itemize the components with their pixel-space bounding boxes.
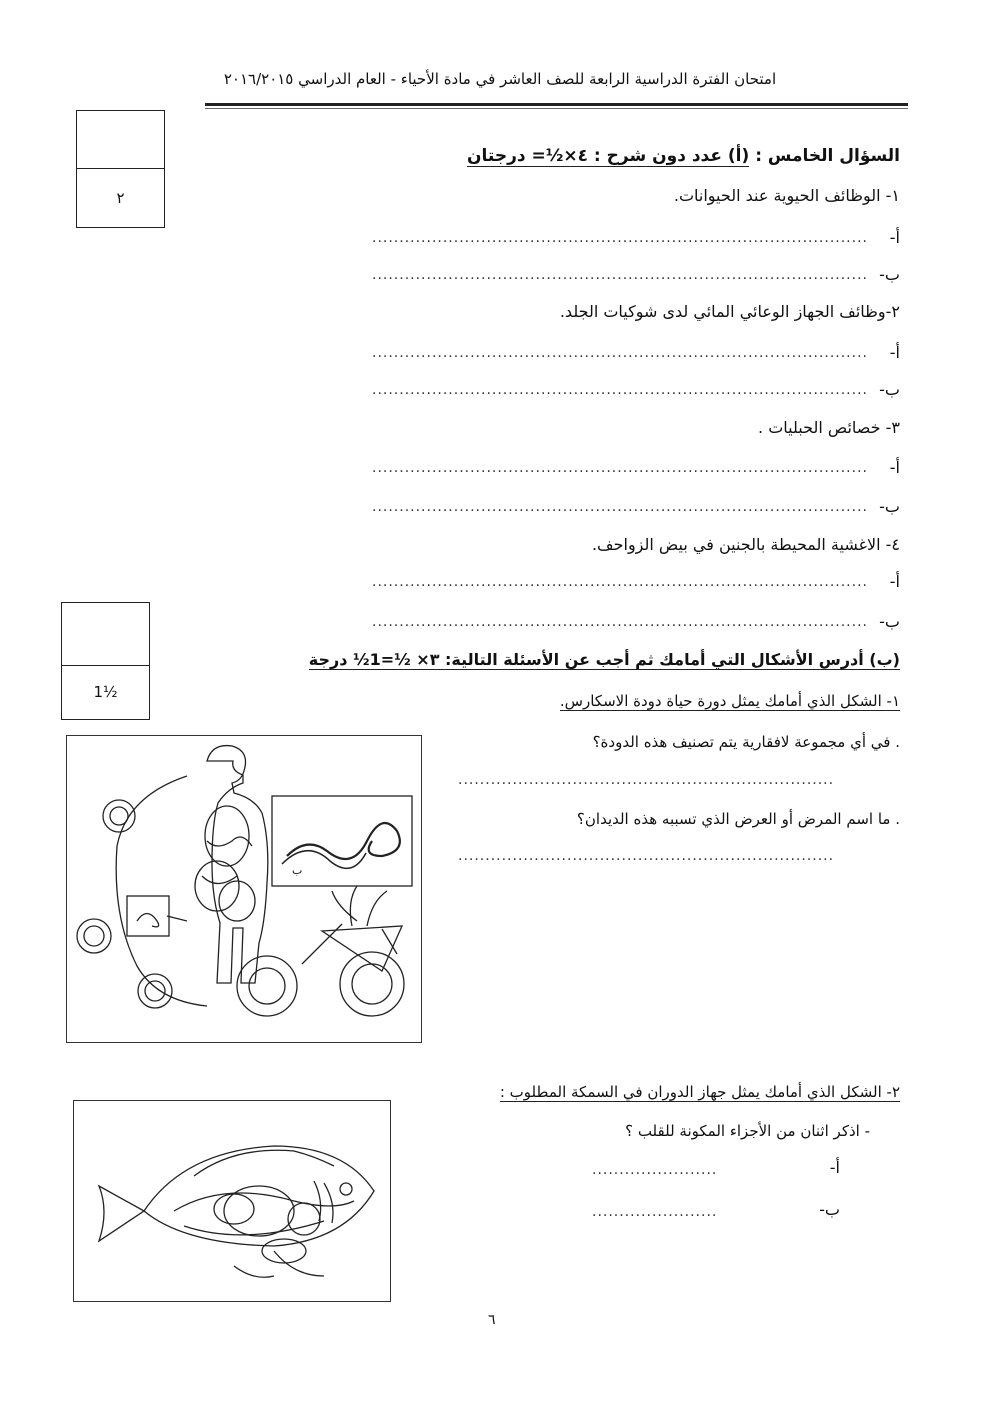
score-box-1 [76, 110, 165, 228]
part-a-heading: (أ) عدد دون شرح : ٤×½= درجتان [467, 146, 750, 166]
exam-header: امتحان الفترة الدراسية الرابعة للصف العاشر في مادة الأحياء - العام الدراسي ٢٠١٦/٢٠١٥ [223, 70, 777, 88]
fig2-a-answer-line[interactable]: ....................... [592, 1162, 718, 1178]
item-4-b-label: ب- [879, 612, 900, 631]
item-1-b-label: ب- [879, 265, 900, 284]
fig1-label-b: ب [292, 864, 303, 877]
item-4-b-answer-line[interactable]: ........................................................................................... [372, 614, 868, 630]
item-4-a-answer-line[interactable]: ........................................................................................... [372, 574, 868, 590]
item-3-a-answer-line[interactable]: ........................................................................................... [372, 460, 868, 476]
item-3-a-label: أ- [889, 458, 900, 477]
item-2-a-answer-line[interactable]: ........................................................................................... [372, 345, 868, 361]
fig1-answer-1-line[interactable]: ..................................................................... [458, 772, 835, 788]
item-2-a-label: أ- [889, 343, 900, 362]
item-4-a-label: أ- [889, 572, 900, 591]
fig2-question-1: - اذكر اثنان من الأجزاء المكونة للقلب ؟ [625, 1122, 870, 1140]
fig2-a-label: أ- [829, 1158, 840, 1177]
fig1-question-2: . ما اسم المرض أو العرض الذي تسببه هذه الديدان؟ [576, 810, 900, 828]
ascaris-life-cycle-illustration [67, 736, 421, 1042]
part-b-heading: (ب) أدرس الأشكال التي أمامك ثم أجب عن الأسئلة التالية: ٣× ½=1½ درجة [308, 650, 900, 669]
header-rule-thin [205, 108, 908, 109]
fish-circulatory-illustration [74, 1101, 390, 1301]
item-3-b-label: ب- [879, 497, 900, 516]
item-3-b-answer-line[interactable]: ........................................................................................... [372, 499, 868, 515]
fig2-b-answer-line[interactable]: ....................... [592, 1204, 718, 1220]
fig1-caption: ١- الشكل الذي أمامك يمثل دورة حياة دودة الاسكارس. [559, 692, 900, 710]
item-2-text: ٢-وظائف الجهاز الوعائي المائي لدى شوكيات الجلد. [559, 302, 900, 321]
question-5-title: السؤال الخامس : [755, 146, 900, 166]
item-1-a-label: أ- [889, 228, 900, 247]
page-number: ٦ [488, 1312, 496, 1328]
item-1-a-answer-line[interactable]: ........................................................................................... [372, 230, 868, 246]
score-box-1-value: ٢ [77, 168, 164, 227]
item-3-text: ٣- خصائص الحبليات . [758, 418, 900, 437]
question-5-heading [467, 146, 900, 166]
item-2-b-answer-line[interactable]: ........................................................................................... [372, 382, 868, 398]
header-rule [205, 103, 908, 106]
score-box-2 [61, 602, 150, 720]
fish-circulatory-figure [73, 1100, 391, 1302]
item-1-b-answer-line[interactable]: ........................................................................................... [372, 267, 868, 283]
score-box-2-value: 1½ [62, 665, 149, 719]
item-1-text: ١- الوظائف الحيوية عند الحيوانات. [673, 186, 900, 205]
fig2-b-label: ب- [819, 1200, 840, 1219]
item-4-text: ٤- الاغشية المحيطة بالجنين في بيض الزواحف. [591, 535, 900, 554]
item-2-b-label: ب- [879, 380, 900, 399]
fig1-answer-2-line[interactable]: ..................................................................... [458, 848, 835, 864]
ascaris-life-cycle-figure [66, 735, 422, 1043]
fig1-question-1: . في أي مجموعة لافقارية يتم تصنيف هذه الدودة؟ [592, 733, 900, 751]
fig2-caption: ٢- الشكل الذي أمامك يمثل جهاز الدوران في السمكة المطلوب : [499, 1083, 900, 1101]
